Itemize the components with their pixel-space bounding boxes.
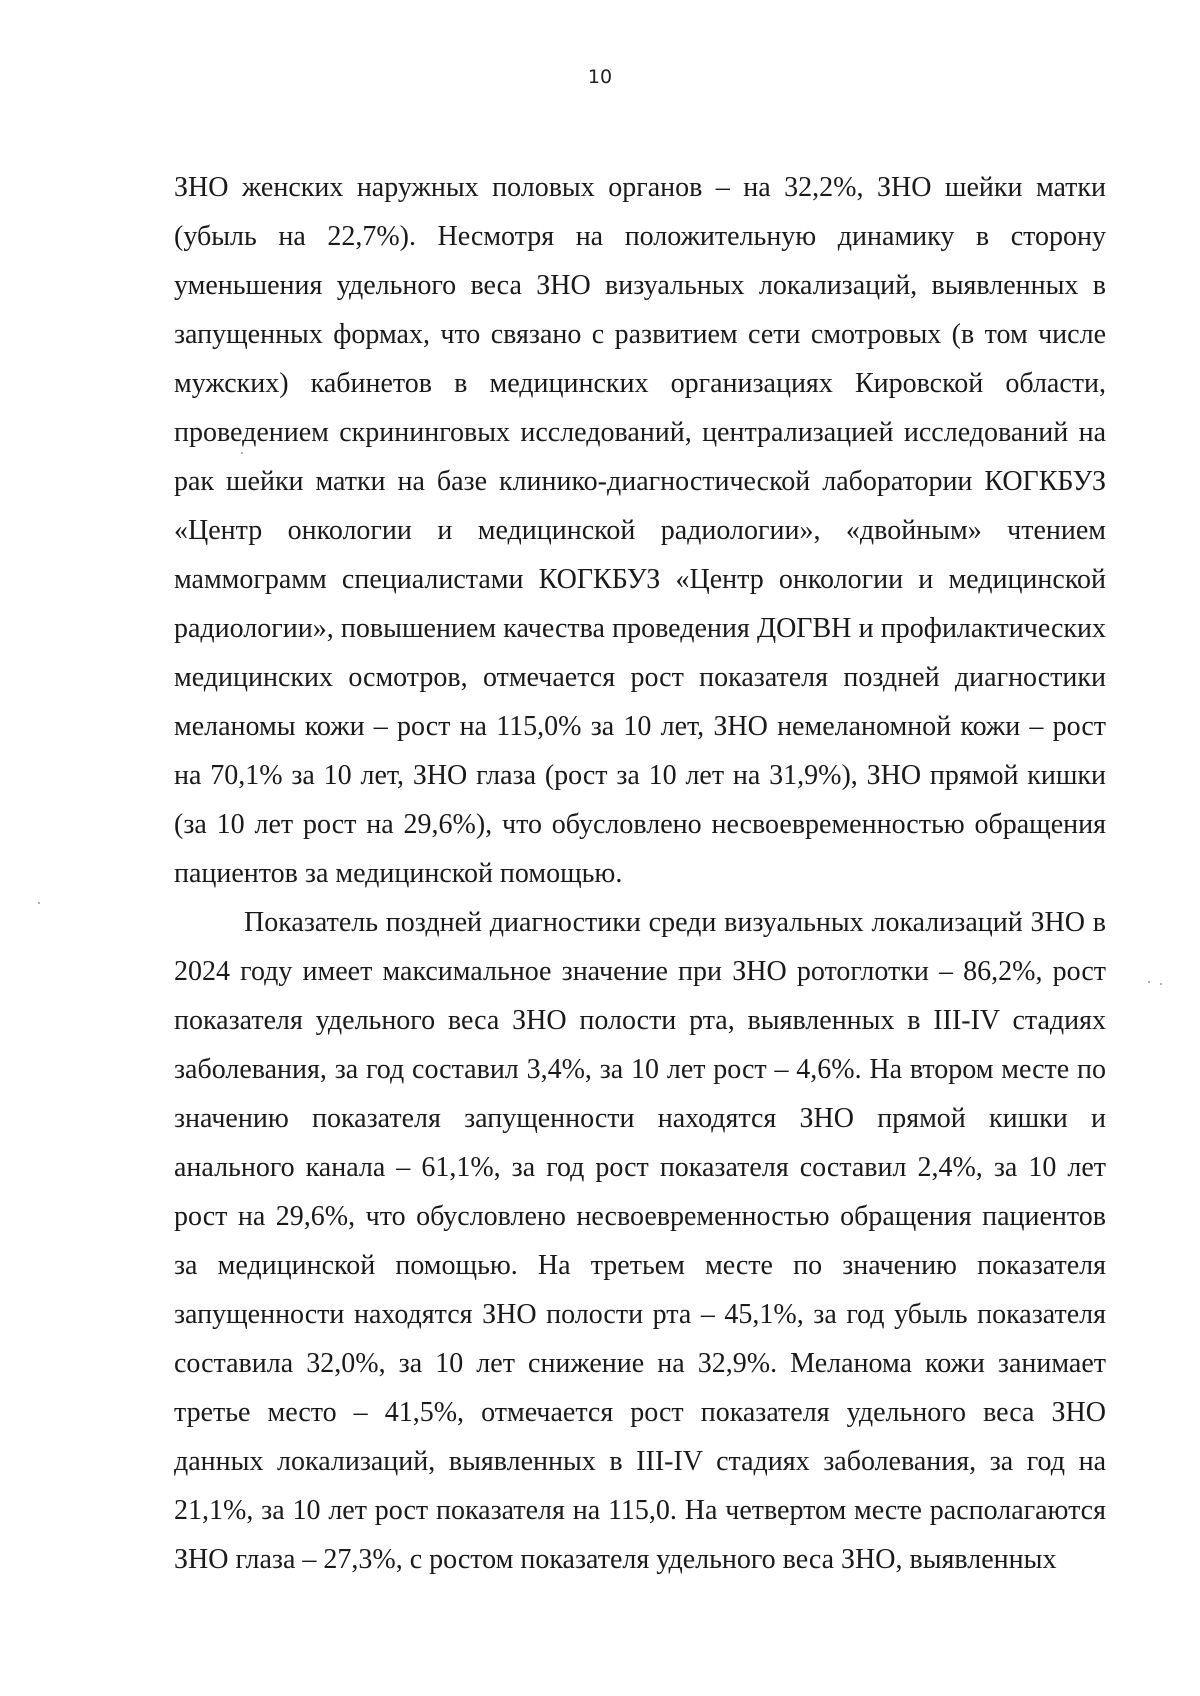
page-number: 10 bbox=[587, 66, 613, 88]
scan-speck bbox=[1160, 983, 1162, 985]
paragraph-continued: ЗНО женских наружных половых органов – на 32,2%, ЗНО шейки матки (убыль на 22,7%). Несмотря на положительную динамику в сторону уменьшения удельного веса ЗНО визуальных локализаций, выявленных в запущенных формах, что связано с развитием сети смотровых (в том числе мужских) кабинетов в медицинских организациях Кировской области, проведением скрининговых исследований, централизацией исследований на рак шейки матки на базе клинико-диагностической лаборатории КОГКБУЗ «Центр онкологии и медицинской радиологии», «двойным» чтением маммограмм специалистами КОГКБУЗ «Центр онкологии и медицинской радиологии», повышением качества проведения ДОГВН и профилактических медицинских осмотров, отмечается рост показателя поздней диагностики меланомы кожи – рост на 115,0% за 10 лет, ЗНО немеланомной кожи – рост на 70,1% за 10 лет, ЗНО глаза (рост за 10 лет на 31,9%), ЗНО прямой кишки (за 10 лет рост на 29,6%), что обусловлено несвоевременностью обращения пациентов за медицинской помощью. bbox=[174, 172, 1106, 889]
paragraph-visual-localizations: Показатель поздней диагностики среди визуальных локализаций ЗНО в 2024 году имеет максимальное значение при ЗНО ротоглотки – 86,2%, рост показателя удельного веса ЗНО полости рта, выявленных в III-IV стадиях заболевания, за год составил 3,4%, за 10 лет рост – 4,6%. На втором месте по значению показателя запущенности находятся ЗНО прямой кишки и анального канала – 61,1%, за год рост показателя составил 2,4%, за 10 лет рост на 29,6%, что обусловлено несвоевременностью обращения пациентов за медицинской помощью. На третьем месте по значению показателя запущенности находятся ЗНО полости рта – 45,1%, за год убыль показателя составила 32,0%, за 10 лет снижение на 32,9%. Меланома кожи занимает третье место – 41,5%, отмечается рост показателя удельного веса ЗНО данных локализаций, выявленных в III-IV стадиях заболевания, за год на 21,1%, за 10 лет рост показателя на 115,0. На четвертом месте располагаются ЗНО глаза – 27,3%, с ростом показателя удельного веса ЗНО, выявленных bbox=[174, 907, 1106, 1575]
scan-speck bbox=[38, 902, 40, 904]
body-text bbox=[174, 163, 1106, 1584]
scan-speck bbox=[1148, 981, 1150, 983]
scan-speck bbox=[241, 452, 243, 454]
